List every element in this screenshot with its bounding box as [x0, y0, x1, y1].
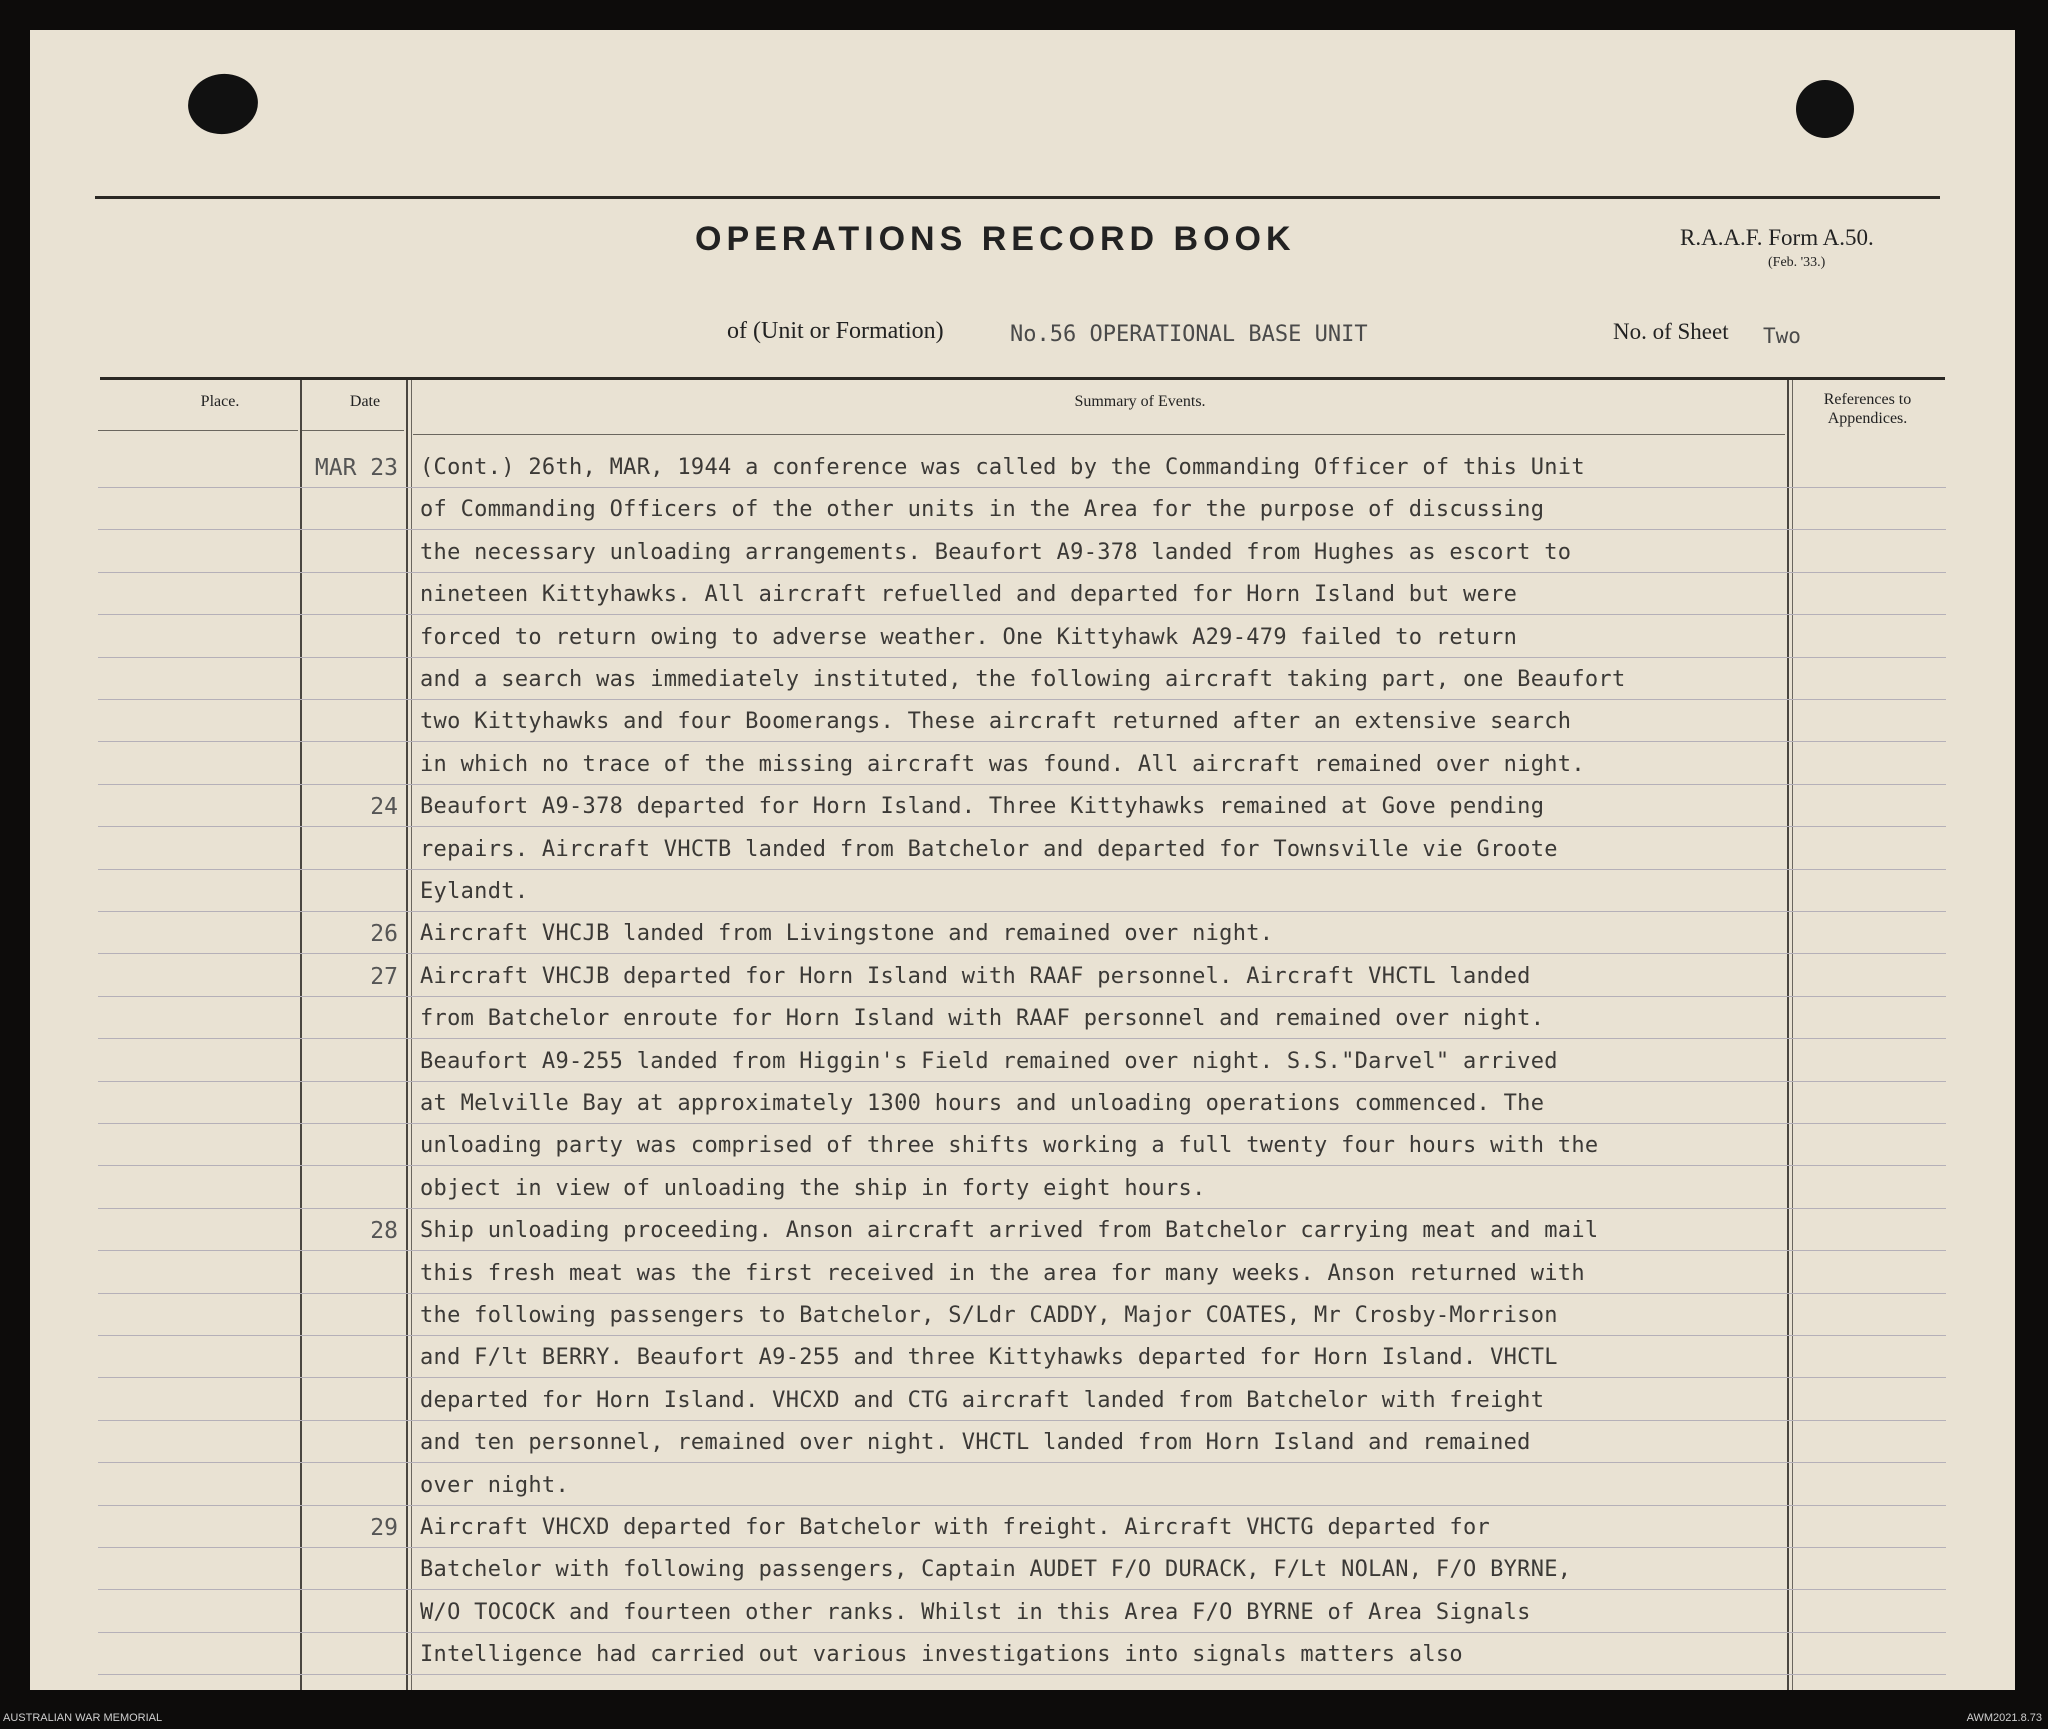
header-underline [413, 434, 1785, 435]
entry-line: forced to return owing to adverse weather. One Kittyhawk A29-479 failed to return [420, 624, 1518, 650]
entry-line: nineteen Kittyhawks. All aircraft refuelled and departed for Horn Island but were [420, 582, 1518, 608]
ruled-line [98, 1674, 1946, 1675]
ruled-line [98, 996, 1946, 997]
sheet-value: Two [1763, 324, 1801, 348]
ruled-line [98, 1250, 1946, 1251]
entry-line: this fresh meat was the first received in the area for many weeks. Anson returned with [420, 1260, 1585, 1286]
entry-line: in which no trace of the missing aircraft was found. All aircraft remained over night. [420, 751, 1585, 777]
entry-line: Batchelor with following passengers, Captain AUDET F/O DURACK, F/Lt NOLAN, F/O BYRNE, [420, 1557, 1572, 1583]
entry-date: 28 [370, 1218, 398, 1245]
entry-line: the following passengers to Batchelor, S/Ldr CADDY, Major COATES, Mr Crosby-Morrison [420, 1303, 1558, 1328]
column-divider [1792, 380, 1793, 1690]
table-top-rule [100, 377, 1945, 380]
entry-line: and F/lt BERRY. Beaufort A9-255 and three Kittyhawks departed for Horn Island. VHCTL [420, 1345, 1558, 1371]
page-title: OPERATIONS RECORD BOOK [695, 220, 1296, 258]
ruled-line [98, 1632, 1946, 1633]
entry-line: at Melville Bay at approximately 1300 hours and unloading operations commenced. The [420, 1091, 1545, 1116]
ruled-line [98, 953, 1946, 954]
column-header-summary: Summary of Events. [1074, 393, 1206, 410]
column-header-references: References to Appendices. [1823, 391, 1912, 427]
unit-value: No.56 OPERATIONAL BASE UNIT [1010, 322, 1368, 347]
entry-line: Ship unloading proceeding. Anson aircraft arrived from Batchelor carrying meat and mail [420, 1218, 1599, 1244]
entry-line: over night. [420, 1472, 569, 1498]
form-date: (Feb. '33.) [1768, 255, 1826, 270]
entry-date: 29 [370, 1515, 398, 1541]
ruled-line [98, 1589, 1946, 1590]
sheet-label: No. of Sheet [1613, 319, 1729, 344]
form-reference: R.A.A.F. Form A.50. [1680, 225, 1874, 250]
column-divider [411, 380, 412, 1690]
entry-line: W/O TOCOCK and fourteen other ranks. Whilst in this Area F/O BYRNE of Area Signals [420, 1599, 1531, 1625]
ruled-line [98, 1505, 1946, 1506]
entry-line: the necessary unloading arrangements. Beaufort A9-378 landed from Hughes as escort to [420, 539, 1572, 565]
ruled-line [98, 529, 1946, 530]
ruled-line [98, 572, 1946, 573]
ruled-line [98, 826, 1946, 827]
ruled-line [98, 1208, 1946, 1209]
entry-line: Beaufort A9-378 departed for Horn Island. Three Kittyhawks remained at Gove pending [420, 794, 1545, 820]
ruled-line [98, 1293, 1946, 1294]
entry-line: departed for Horn Island. VHCXD and CTG aircraft landed from Batchelor with freight [420, 1387, 1545, 1413]
entry-line: Eylandt. [420, 879, 529, 904]
entry-line: object in view of unloading the ship in forty eight hours. [420, 1175, 1206, 1201]
entry-line: Beaufort A9-255 landed from Higgin's Field remained over night. S.S."Darvel" arrived [420, 1048, 1558, 1074]
entry-line: Intelligence had carried out various investigations into signals matters also [420, 1642, 1463, 1668]
ruled-line [98, 869, 1946, 870]
entry-date: 27 [370, 963, 398, 990]
entry-line: of Commanding Officers of the other units in the Area for the purpose of discussing [420, 497, 1545, 523]
entry-date: MAR 23 [314, 455, 398, 481]
entry-line: Aircraft VHCJB landed from Livingstone and remained over night. [420, 921, 1274, 947]
ruled-line [98, 487, 1946, 488]
entry-line: Aircraft VHCJB departed for Horn Island with RAAF personnel. Aircraft VHCTL landed [420, 963, 1531, 989]
header-underline [302, 430, 404, 431]
entry-line: unloading party was comprised of three shifts working a full twenty four hours with the [420, 1133, 1599, 1159]
punch-hole [184, 69, 262, 138]
ruled-line [98, 1038, 1946, 1039]
ruled-line [98, 1377, 1946, 1378]
column-divider [406, 380, 408, 1690]
ruled-line [98, 1547, 1946, 1548]
entry-line: repairs. Aircraft VHCTB landed from Batchelor and departed for Townsville vie Groote [420, 836, 1558, 862]
entry-date: 26 [370, 921, 398, 948]
footer-credit: AUSTRALIAN WAR MEMORIAL [3, 1712, 163, 1724]
column-header-place: Place. [200, 393, 240, 410]
ruled-line [98, 784, 1946, 785]
column-divider [1787, 380, 1789, 1690]
ruled-line [98, 1335, 1946, 1336]
entry-line: from Batchelor enroute for Horn Island with RAAF personnel and remained over night. [420, 1006, 1545, 1032]
entry-line: (Cont.) 26th, MAR, 1944 a conference was called by the Commanding Officer of this Unit [420, 455, 1585, 480]
entry-line: and ten personnel, remained over night. VHCTL landed from Horn Island and remained [420, 1430, 1531, 1456]
ruled-line [98, 1165, 1946, 1166]
column-header-date: Date [349, 393, 381, 410]
document-page [30, 30, 2015, 1690]
ruled-line [98, 657, 1946, 658]
ruled-line [98, 1081, 1946, 1082]
header-rule [95, 196, 1940, 199]
ruled-line [98, 741, 1946, 742]
entry-line: Aircraft VHCXD departed for Batchelor with freight. Aircraft VHCTG departed for [420, 1515, 1491, 1540]
entry-line: two Kittyhawks and four Boomerangs. These aircraft returned after an extensive search [420, 709, 1572, 735]
ruled-line [98, 1420, 1946, 1421]
unit-label: of (Unit or Formation) [727, 318, 944, 344]
ruled-line [98, 614, 1946, 615]
footer-accession: AWM2021.8.73 [1966, 1712, 2042, 1724]
header-underline [98, 430, 298, 431]
ruled-line [98, 911, 1946, 912]
punch-hole [1796, 80, 1854, 138]
ruled-line [98, 699, 1946, 700]
ruled-line [98, 1123, 1946, 1124]
entry-line: and a search was immediately instituted, the following aircraft taking part, one Beaufort [420, 667, 1626, 692]
entry-date: 24 [370, 794, 398, 821]
column-divider [300, 380, 302, 1690]
ruled-line [98, 1462, 1946, 1463]
